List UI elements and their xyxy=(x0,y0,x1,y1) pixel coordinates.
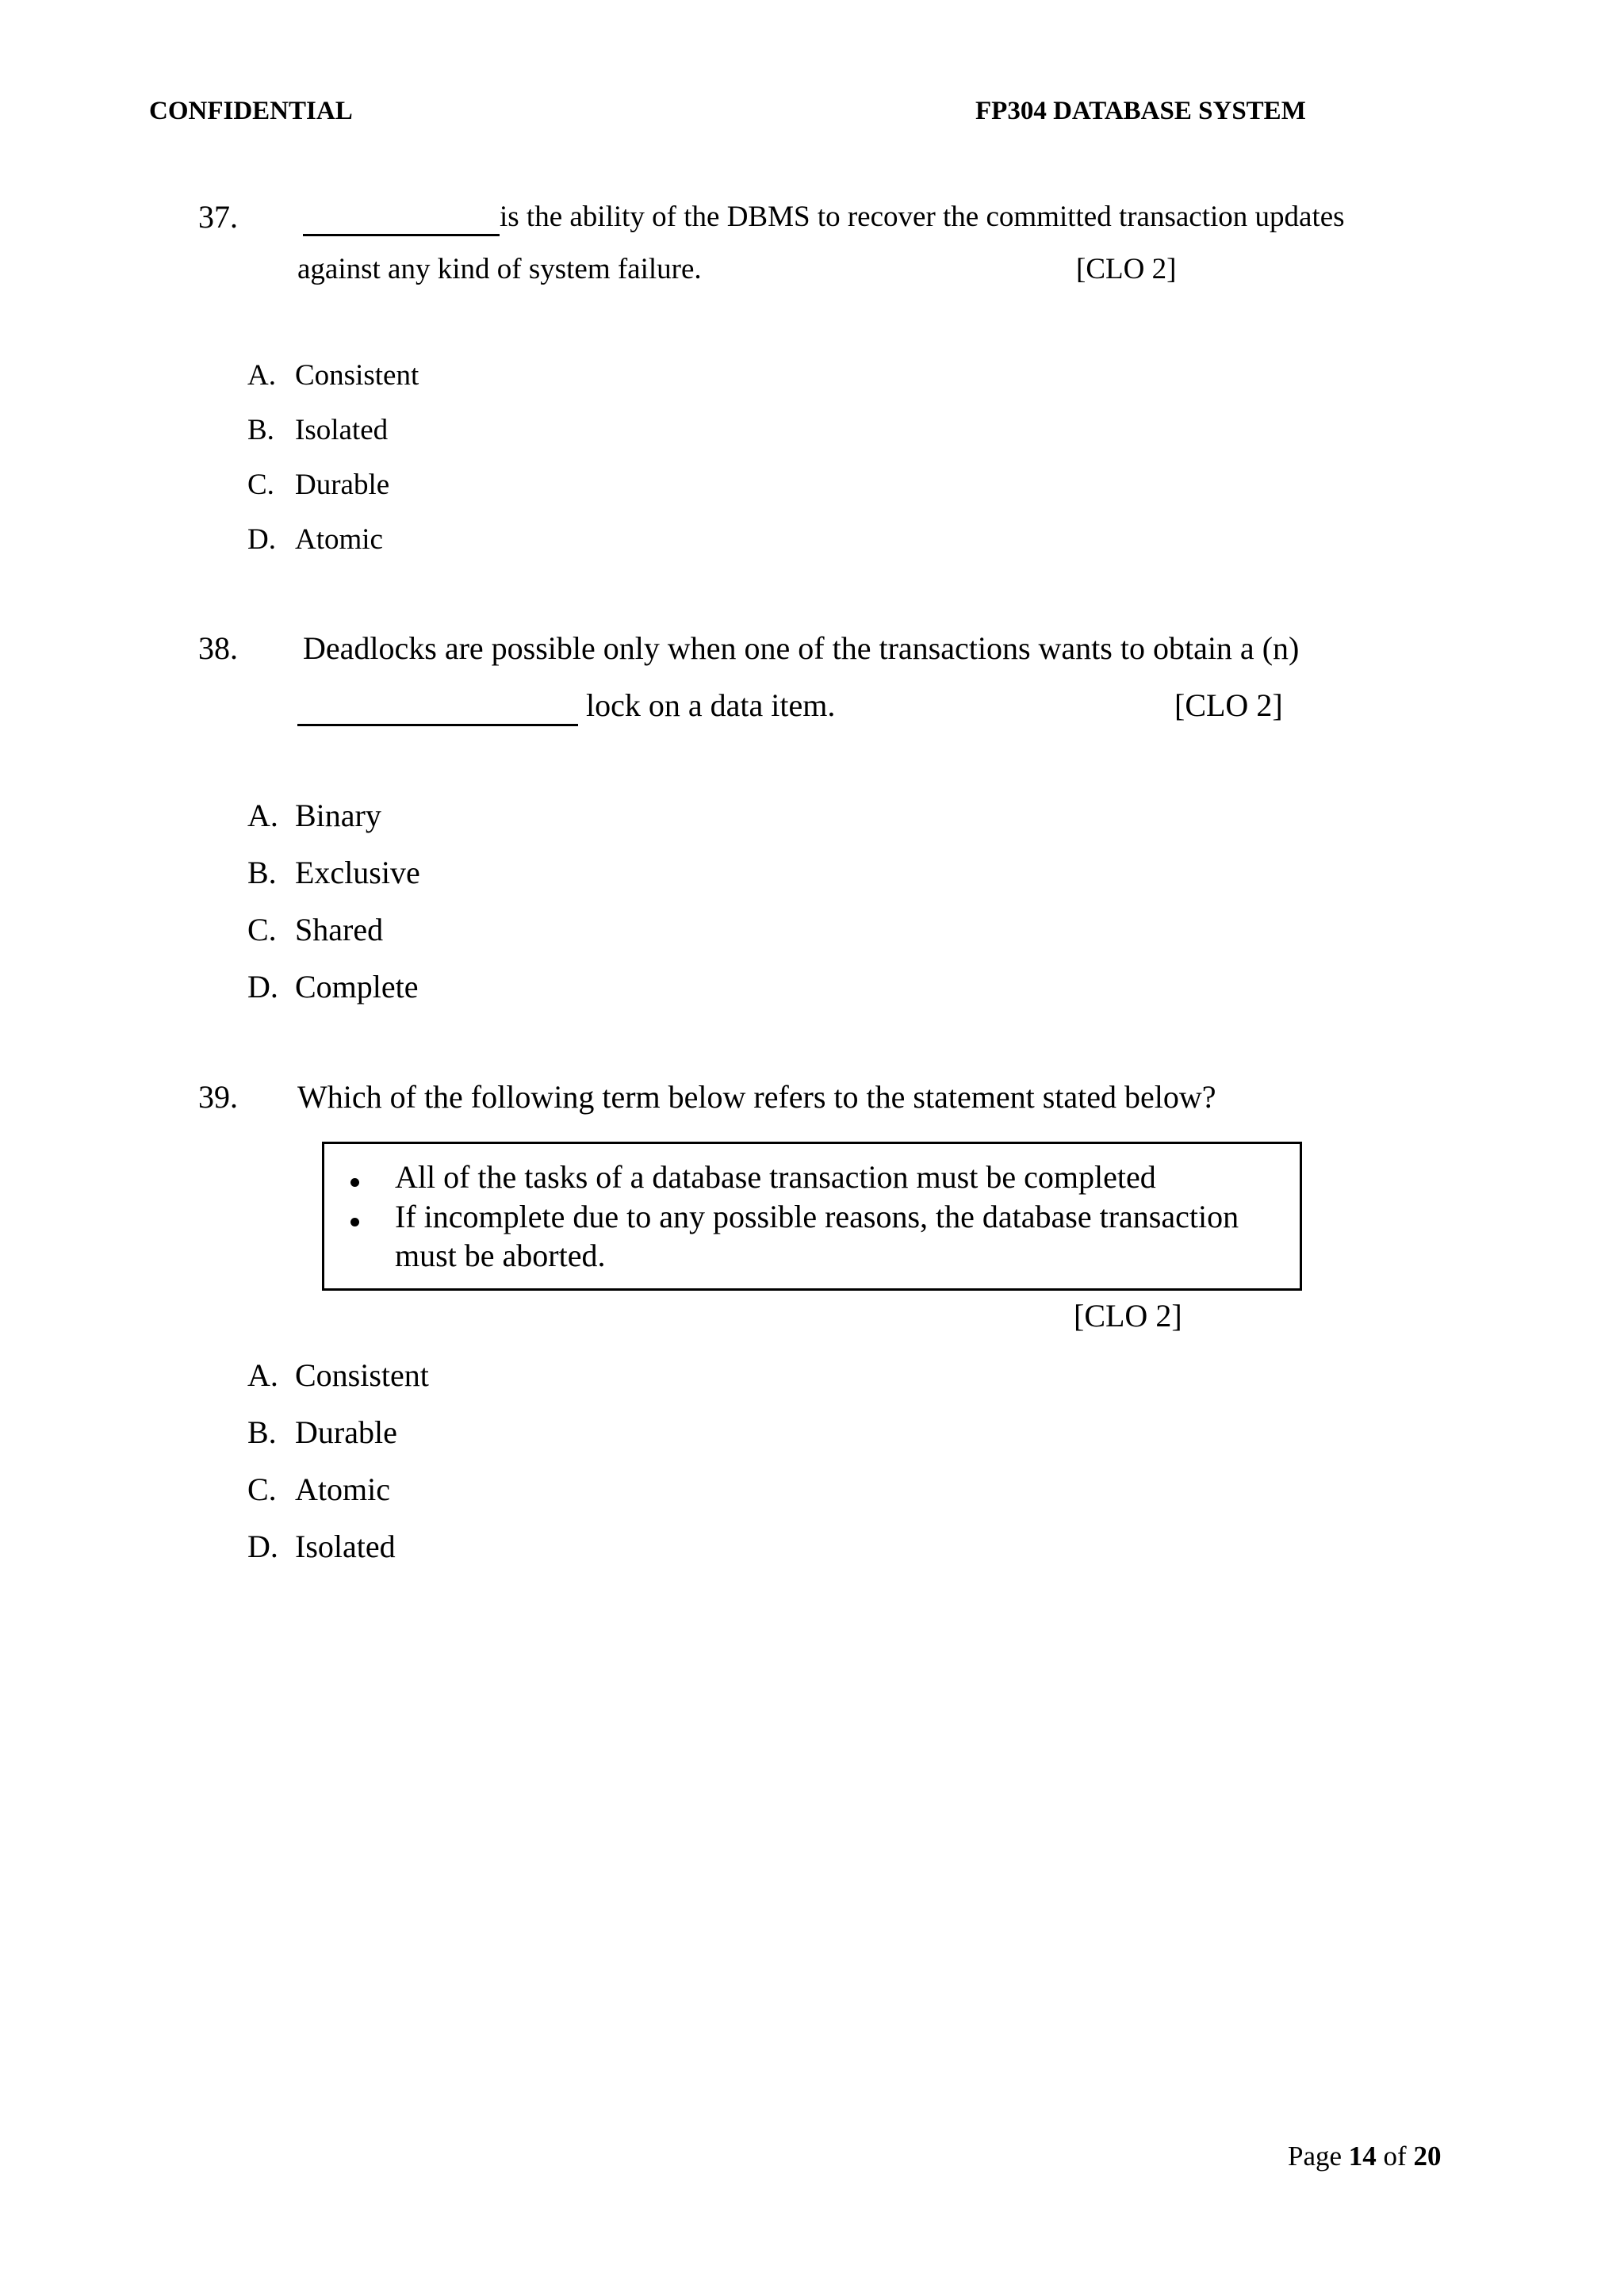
option-text: Atomic xyxy=(295,1471,390,1507)
option-letter: A. xyxy=(247,359,276,392)
page-of: of xyxy=(1383,2141,1407,2172)
option-38-a xyxy=(247,797,381,834)
question-38-line2 xyxy=(297,687,835,726)
option-letter: B. xyxy=(247,855,277,890)
option-letter: C. xyxy=(247,469,274,501)
bullet-icon xyxy=(350,1178,359,1187)
question-37-text: is the ability of the DBMS to recover the committed transaction updates xyxy=(500,201,1345,233)
question-37-line1 xyxy=(303,200,1345,236)
option-37-a xyxy=(247,358,419,392)
option-letter: B. xyxy=(247,1414,277,1450)
page-number xyxy=(1288,2141,1441,2172)
option-text: Atomic xyxy=(295,523,383,556)
option-39-b xyxy=(247,1414,397,1451)
option-letter: C. xyxy=(247,912,277,947)
option-text: Complete xyxy=(295,969,419,1004)
statement-bullet-2-line1: If incomplete due to any possible reasons, the database transaction xyxy=(395,1199,1239,1234)
option-39-a xyxy=(247,1357,429,1394)
question-37-number: 37. xyxy=(198,199,238,235)
question-37-line2: against any kind of system failure. xyxy=(297,253,702,285)
bullet-icon xyxy=(350,1218,359,1226)
option-letter: D. xyxy=(247,969,278,1004)
question-37-clo: [CLO 2] xyxy=(1076,253,1177,285)
answer-blank xyxy=(303,200,500,236)
option-text: Shared xyxy=(295,912,384,947)
option-38-c xyxy=(247,911,383,948)
option-text: Consistent xyxy=(295,359,419,392)
option-text: Durable xyxy=(295,469,390,501)
option-39-d xyxy=(247,1528,396,1565)
option-text: Binary xyxy=(295,798,381,833)
option-letter: D. xyxy=(247,1529,278,1564)
option-37-d xyxy=(247,522,383,557)
option-letter: B. xyxy=(247,414,274,446)
option-38-b xyxy=(247,854,420,891)
statement-bullet-1: All of the tasks of a database transaction must be completed xyxy=(395,1159,1156,1195)
option-text: Consistent xyxy=(295,1357,429,1393)
question-38-clo: [CLO 2] xyxy=(1174,687,1283,723)
question-39-number: 39. xyxy=(198,1079,238,1115)
question-38-text: lock on a data item. xyxy=(586,687,836,723)
question-39-clo: [CLO 2] xyxy=(1074,1298,1182,1334)
total-pages: 20 xyxy=(1413,2141,1442,2172)
header-left: CONFIDENTIAL xyxy=(149,97,353,125)
statement-box xyxy=(322,1142,1302,1291)
option-39-c xyxy=(247,1471,390,1508)
statement-bullet-2-line2: must be aborted. xyxy=(395,1238,606,1273)
option-letter: C. xyxy=(247,1471,277,1507)
answer-blank xyxy=(297,687,578,726)
header-right: FP304 DATABASE SYSTEM xyxy=(975,97,1306,125)
question-39-line1: Which of the following term below refers to the statement stated below? xyxy=(297,1079,1216,1115)
option-37-c xyxy=(247,468,389,502)
option-38-d xyxy=(247,968,419,1005)
option-text: Isolated xyxy=(295,414,389,446)
question-38-line1: Deadlocks are possible only when one of the transactions wants to obtain a (n) xyxy=(303,630,1300,666)
option-letter: A. xyxy=(247,1357,278,1393)
question-38-number: 38. xyxy=(198,630,238,666)
option-letter: A. xyxy=(247,798,278,833)
option-letter: D. xyxy=(247,523,276,556)
option-text: Durable xyxy=(295,1414,397,1450)
option-37-b xyxy=(247,413,388,447)
current-page: 14 xyxy=(1348,2141,1377,2172)
option-text: Isolated xyxy=(295,1529,396,1564)
page-prefix: Page xyxy=(1288,2141,1342,2172)
option-text: Exclusive xyxy=(295,855,420,890)
